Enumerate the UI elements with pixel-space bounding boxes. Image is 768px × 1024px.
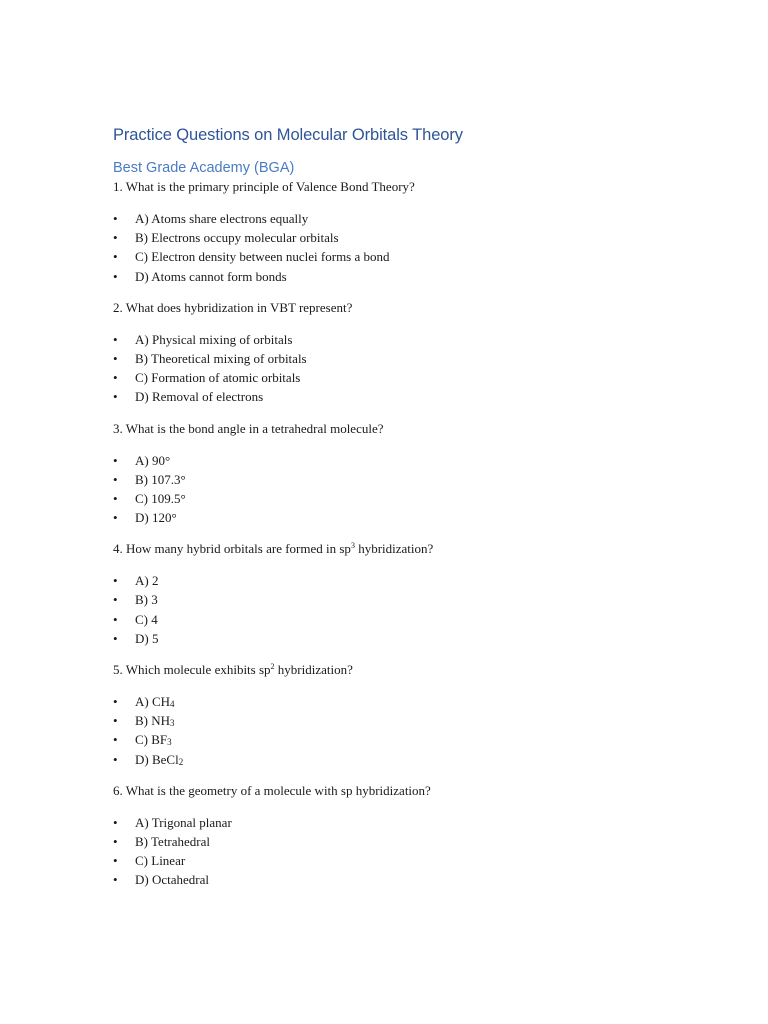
option-item [113, 610, 768, 629]
option-text: B) Tetrahedral [135, 833, 211, 849]
question-block [113, 420, 768, 528]
subscript: 3 [170, 718, 175, 729]
question-block [113, 782, 768, 890]
subscript: 4 [170, 699, 175, 709]
option-item [113, 870, 768, 889]
bullet-icon: • [113, 732, 118, 748]
bullet-icon: • [113, 331, 118, 347]
bullet-icon: • [113, 452, 118, 468]
option-text: C) Electron density between nuclei forms a bond [135, 249, 390, 265]
question-text: 1. What is the primary principle of Valence Bond Theory? [113, 179, 415, 194]
question-text-start: 5. Which molecule exhibits sp [113, 662, 271, 677]
option-item [113, 330, 768, 349]
option-text: D) Atoms cannot form bonds [135, 268, 287, 284]
bullet-icon: • [113, 751, 118, 767]
bullet-icon: • [113, 630, 118, 646]
question-text: 6. What is the geometry of a molecule with sp hybridization? [113, 782, 431, 798]
option-item [113, 832, 768, 851]
option-text: C) Linear [135, 853, 186, 869]
question-text: 3. What is the bond angle in a tetrahedral molecule? [113, 420, 384, 436]
option-item [113, 813, 768, 832]
bullet-icon: • [113, 471, 118, 487]
bullet-icon: • [113, 211, 118, 226]
question-block [113, 540, 768, 648]
question-block [113, 661, 768, 769]
question-text-end: hybridization? [354, 541, 434, 557]
bullet-icon: • [113, 268, 118, 284]
option-item [113, 851, 768, 870]
option-list [113, 209, 768, 286]
option-item [113, 349, 768, 368]
option-item [113, 451, 768, 470]
bullet-icon: • [113, 814, 118, 830]
question-block [113, 299, 768, 407]
option-text: D) BeCl [135, 751, 179, 767]
option-text: B) Electrons occupy molecular orbitals [135, 230, 339, 246]
option-item [113, 228, 768, 247]
option-text: C) BF [135, 732, 168, 748]
option-list [113, 571, 768, 648]
option-text: D) 120° [135, 510, 177, 526]
question-text [113, 661, 768, 679]
option-text: A) Trigonal planar [135, 814, 232, 830]
option-text: C) Formation of atomic orbitals [135, 370, 301, 386]
bullet-icon: • [113, 853, 118, 869]
question-text: 2. What does hybridization in VBT represent? [113, 299, 353, 315]
option-list [113, 330, 768, 407]
option-text: D) 5 [135, 630, 159, 646]
option-item [113, 730, 768, 749]
superscript: 2 [270, 662, 275, 671]
option-text: A) 90° [135, 452, 171, 468]
bullet-icon: • [113, 230, 118, 246]
option-text: A) Physical mixing of orbitals [135, 331, 293, 347]
option-text: A) 2 [135, 573, 159, 589]
option-item [113, 209, 768, 228]
option-item [113, 750, 768, 769]
option-item [113, 590, 768, 609]
option-item [113, 629, 768, 648]
document-title: Practice Questions on Molecular Orbitals Theory [113, 126, 463, 144]
bullet-icon: • [113, 249, 118, 265]
question-text-end: hybridization? [274, 662, 353, 677]
option-item [113, 387, 768, 406]
option-item [113, 571, 768, 590]
question-text-start: 4. How many hybrid orbitals are formed in sp [113, 541, 351, 557]
option-item [113, 692, 768, 711]
option-list [113, 451, 768, 528]
bullet-icon: • [113, 573, 118, 589]
bullet-icon: • [113, 490, 118, 506]
bullet-icon: • [113, 833, 118, 849]
option-item [113, 247, 768, 266]
option-text: D) Octahedral [135, 872, 209, 888]
bullet-icon: • [113, 510, 118, 526]
option-item [113, 267, 768, 286]
bullet-icon: • [113, 872, 118, 888]
bullet-icon: • [113, 389, 118, 405]
subscript: 3 [167, 737, 172, 748]
option-text: D) Removal of electrons [135, 389, 264, 405]
bullet-icon: • [113, 350, 118, 366]
bullet-icon: • [113, 370, 118, 386]
question-block [113, 178, 768, 286]
option-item [113, 711, 768, 730]
option-item [113, 508, 768, 527]
question-text [113, 540, 768, 558]
option-text: B) Theoretical mixing of orbitals [135, 350, 307, 366]
option-text: C) 4 [135, 611, 158, 627]
option-text: A) CH [135, 694, 171, 709]
option-list [113, 692, 768, 769]
option-text: A) Atoms share electrons equally [135, 211, 309, 226]
option-item [113, 489, 768, 508]
option-text: B) 3 [135, 592, 158, 608]
bullet-icon: • [113, 611, 118, 627]
option-item [113, 368, 768, 387]
bullet-icon: • [113, 713, 118, 729]
subscript: 2 [178, 756, 184, 767]
superscript: 3 [350, 541, 355, 551]
option-text: C) 109.5° [135, 490, 186, 506]
option-text: B) 107.3° [135, 471, 186, 487]
option-list [113, 813, 768, 890]
document-subtitle: Best Grade Academy (BGA) [113, 160, 295, 176]
option-text: B) NH [135, 713, 171, 729]
option-item [113, 470, 768, 489]
bullet-icon: • [113, 694, 118, 709]
bullet-icon: • [113, 592, 118, 608]
